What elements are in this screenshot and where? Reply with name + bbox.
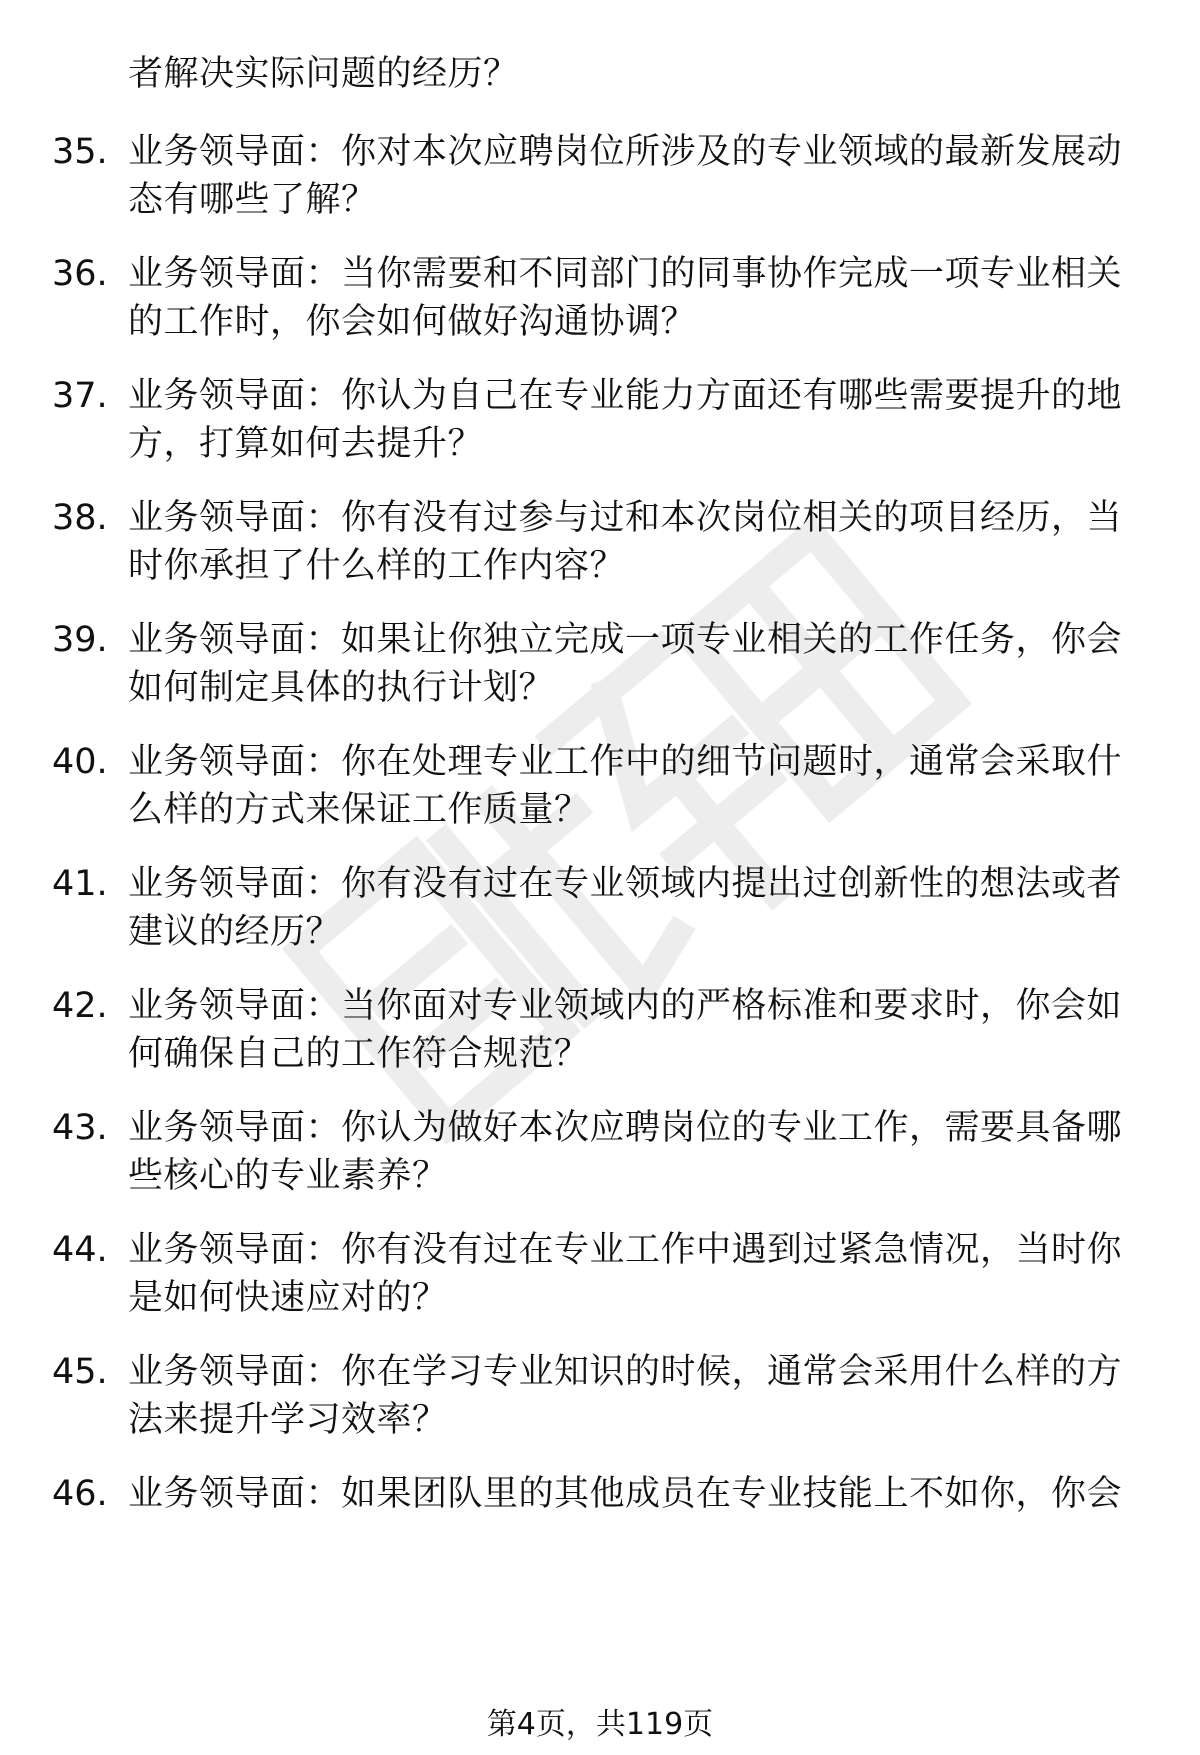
page-footer: 第4页，共119页 bbox=[486, 1707, 714, 1742]
question-text-line: 业务领导面：你在处理专业工作中的细节问题时，通常会采取什 bbox=[128, 742, 1123, 782]
question-text-line: 建议的经历？ bbox=[128, 912, 342, 952]
question-text-line: 是如何快速应对的？ bbox=[128, 1278, 448, 1318]
question-number: 46. bbox=[52, 1474, 108, 1514]
question-text-line: 业务领导面：你认为自己在专业能力方面还有哪些需要提升的地 bbox=[128, 376, 1123, 416]
question-text-line: 业务领导面：当你需要和不同部门的同事协作完成一项专业相关 bbox=[128, 254, 1123, 294]
question-text-line: 业务领导面：当你面对专业领域内的严格标准和要求时，你会如 bbox=[128, 986, 1123, 1026]
question-number: 37. bbox=[52, 376, 108, 416]
question-text-line: 法来提升学习效率？ bbox=[128, 1400, 448, 1440]
question-text-line: 业务领导面：你有没有过参与过和本次岗位相关的项目经历，当 bbox=[128, 498, 1123, 538]
question-text-line: 些核心的专业素养？ bbox=[128, 1156, 448, 1196]
question-number: 38. bbox=[52, 498, 108, 538]
question-number: 45. bbox=[52, 1352, 108, 1392]
question-text-line: 时你承担了什么样的工作内容？ bbox=[128, 546, 626, 586]
question-text-line: 业务领导面：你有没有过在专业工作中遇到过紧急情况，当时你 bbox=[128, 1230, 1123, 1270]
question-text-line: 的工作时，你会如何做好沟通协调？ bbox=[128, 302, 697, 342]
question-text-line: 业务领导面：你对本次应聘岗位所涉及的专业领域的最新发展动 bbox=[128, 132, 1123, 172]
question-text-line: 方，打算如何去提升？ bbox=[128, 424, 484, 464]
question-number: 44. bbox=[52, 1230, 108, 1270]
question-number: 40. bbox=[52, 742, 108, 782]
question-text-line: 业务领导面：如果团队里的其他成员在专业技能上不如你，你会 bbox=[128, 1474, 1123, 1514]
question-text-line: 何确保自己的工作符合规范？ bbox=[128, 1034, 590, 1074]
question-text-line: 业务领导面：你在学习专业知识的时候，通常会采用什么样的方 bbox=[128, 1352, 1123, 1392]
question-number: 43. bbox=[52, 1108, 108, 1148]
question-number: 36. bbox=[52, 254, 108, 294]
question-text-line: 业务领导面：你认为做好本次应聘岗位的专业工作，需要具备哪 bbox=[128, 1108, 1123, 1148]
question-text-line: 么样的方式来保证工作质量？ bbox=[128, 790, 590, 830]
question-text-line: 态有哪些了解？ bbox=[128, 180, 377, 220]
continuation-line: 者解决实际问题的经历？ bbox=[128, 54, 519, 94]
question-number: 42. bbox=[52, 986, 108, 1026]
question-text-line: 业务领导面：你有没有过在专业领域内提出过创新性的想法或者 bbox=[128, 864, 1123, 904]
question-number: 41. bbox=[52, 864, 108, 904]
question-number: 39. bbox=[52, 620, 108, 660]
question-text-line: 业务领导面：如果让你独立完成一项专业相关的工作任务，你会 bbox=[128, 620, 1123, 660]
question-number: 35. bbox=[52, 132, 108, 172]
question-text-line: 如何制定具体的执行计划？ bbox=[128, 668, 555, 708]
